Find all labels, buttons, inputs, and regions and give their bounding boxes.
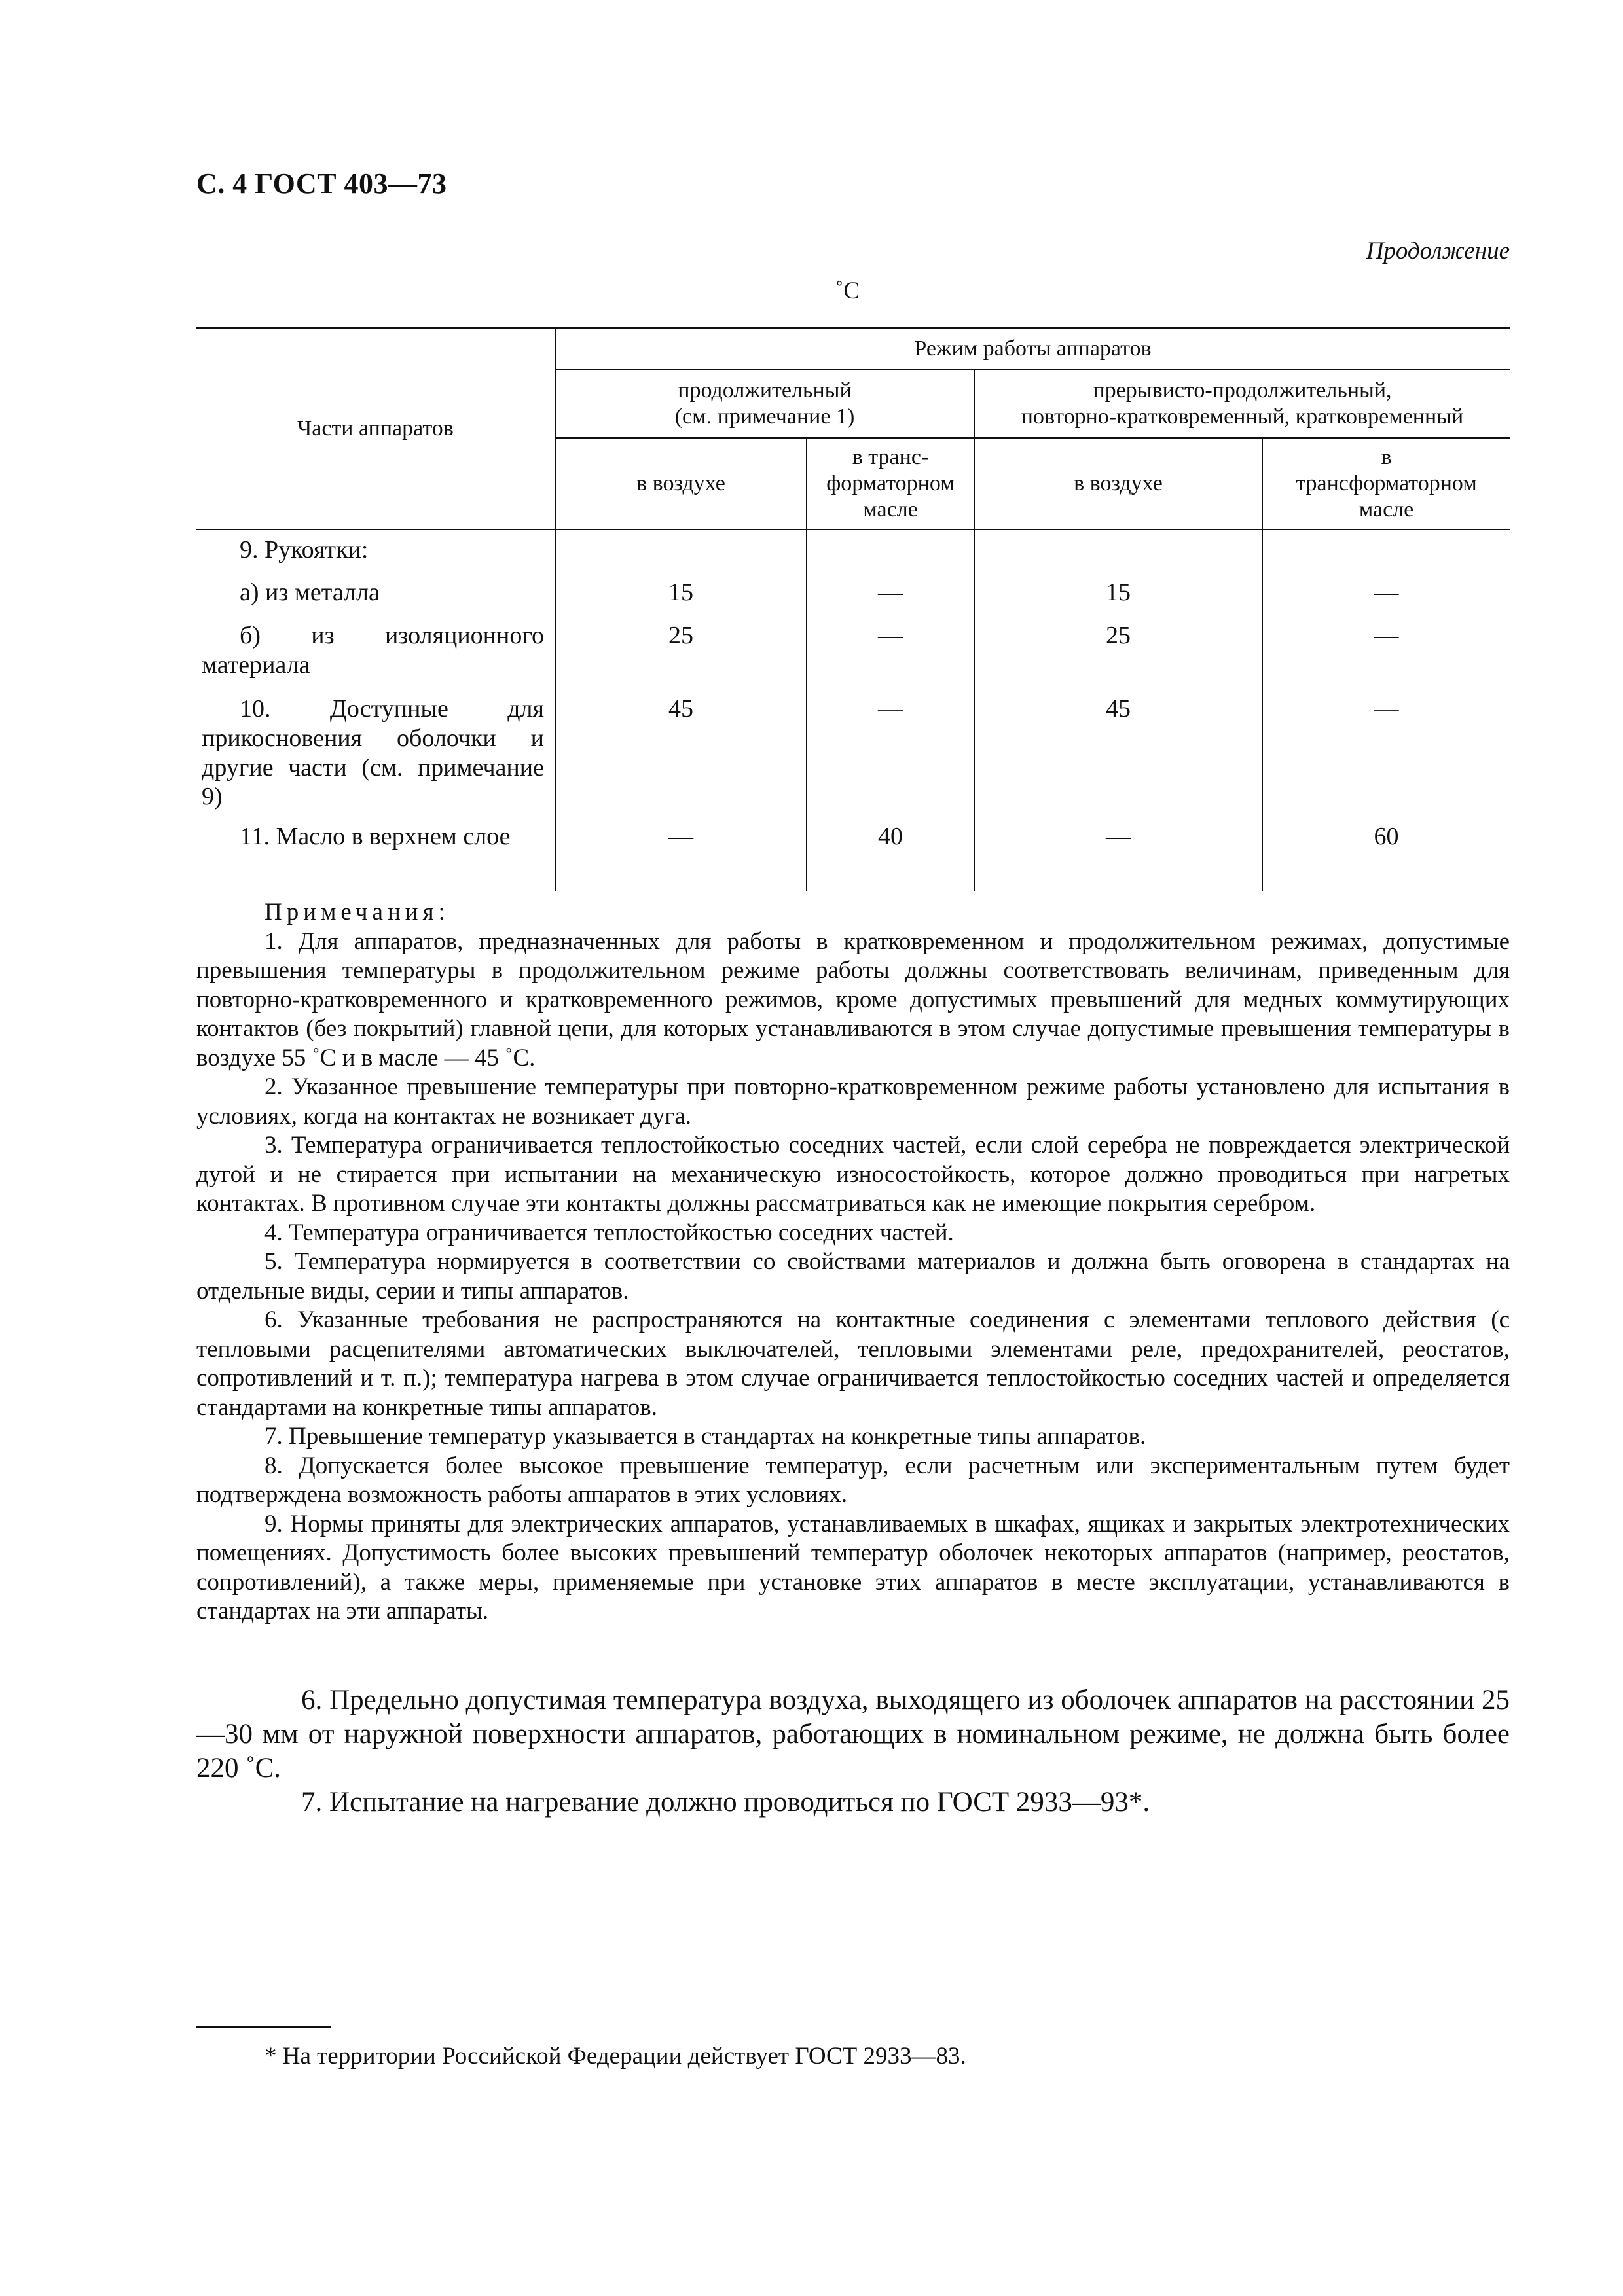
cell: —	[807, 689, 974, 817]
note-item: 6. Указанные требования не распространяются на контактные соединения с элементами теплового действия (с тепловыми расцепителями автоматических выключателей, тепловыми элементами реле, предохранителей, реостатов, сопротивлений и т. п.); температура нагрева в этом случае ограничивается теплостойкостью соседних частей и определяется стандартами на конкретные типы аппаратов.	[196, 1306, 1510, 1421]
note-item: 8. Допускается более высокое превышение температур, если расчетным или экспериментальным путем будет подтверждена возможность работы аппаратов в этих условиях.	[196, 1452, 1510, 1508]
footnote-separator	[196, 2026, 331, 2028]
note-item: 9. Нормы приняты для электрических аппаратов, устанавливаемых в шкафах, ящиках и закрытых электротехнических помещениях. Допустимость более высоких превышений температур оболочек некоторых аппаратов (например, реостатов, сопротивлений), а также меры, применяемые при установке этих аппаратов в месте эксплуатации, устанавливаются в стандартах на эти аппараты.	[196, 1510, 1510, 1624]
table-row	[196, 573, 1510, 616]
temperature-table	[196, 327, 1510, 891]
cell: 45	[974, 689, 1262, 817]
cell: 60	[1262, 817, 1510, 891]
cell: 25	[555, 616, 807, 689]
unit-label: ˚С	[835, 278, 860, 304]
cell: —	[974, 817, 1262, 891]
group-header: Режим работы аппаратов	[555, 328, 1510, 370]
cell	[807, 529, 974, 573]
footnote: * На территории Российской Федерации действует ГОСТ 2933—83.	[264, 2043, 966, 2070]
mode2-header: прерывисто-продолжительный, повторно-кратковременный, кратковременный	[974, 370, 1510, 438]
cell: —	[1262, 616, 1510, 689]
cell: —	[555, 817, 807, 891]
note-item: 7. Превышение температур указывается в стандартах на конкретные типы аппаратов.	[264, 1423, 1146, 1450]
note-item: 1. Для аппаратов, предназначенных для работы в кратковременном и продолжительном режимах, допустимые превышения температуры в продолжительном режиме работы должны соответствовать величинам, приведенным для повторно-кратковременного и кратковременного режимов, кроме допустимых превышений для медных коммутирующих контактов (без покрытий) главной цепи, для которых устанавливаются в этом случае допустимые превышения температуры в воздухе 55 ˚С и в масле — 45 ˚С.	[196, 927, 1510, 1071]
notes-title: Примечания:	[264, 899, 450, 925]
cell: —	[807, 616, 974, 689]
cell: 45	[555, 689, 807, 817]
cell: —	[1262, 573, 1510, 616]
cell: 15	[974, 573, 1262, 616]
mode1-header: продолжительный (см. примечание 1)	[555, 370, 974, 438]
row-name: 11. Масло в верхнем слое	[240, 823, 511, 851]
sub1-header: в воздухе	[555, 438, 807, 529]
sub3-header: в воздухе	[974, 438, 1262, 529]
continuation-label: Продолжение	[1366, 238, 1510, 264]
sub4-header: в трансформаторном масле	[1262, 438, 1510, 529]
note-item: 5. Температура нормируется в соответствии со свойствами материалов и должна быть оговорена в стандартах на отдельные виды, серии и типы аппаратов.	[196, 1248, 1510, 1304]
table-row	[196, 529, 1510, 573]
row-name: 10. Доступные для прикосновения оболочки и другие части (см. примечание 9)	[202, 695, 544, 811]
row-name: б) из изоляционного материала	[202, 622, 544, 679]
cell	[555, 529, 807, 573]
cell	[974, 529, 1262, 573]
note-item: 4. Температура ограничивается теплостойкостью соседних частей.	[264, 1219, 954, 1246]
table-row	[196, 817, 1510, 891]
cell: 40	[807, 817, 974, 891]
note-item: 3. Температура ограничивается теплостойкостью соседних частей, если слой серебра не повреждается электрической дугой и не стирается при испытании на механическую износостойкость, которое должно проводиться при нагретых контактах. В противном случае эти контакты должны рассматриваться как не имеющие покрытия серебром.	[196, 1132, 1510, 1217]
table-row	[196, 616, 1510, 689]
row-name: а) из металла	[240, 579, 380, 606]
cell: —	[1262, 689, 1510, 817]
page-header: С. 4 ГОСТ 403—73	[196, 168, 447, 200]
row-name: 9. Рукоятки:	[240, 536, 369, 564]
notes-section	[196, 898, 1510, 1626]
cell: 15	[555, 573, 807, 616]
note-item: 2. Указанное превышение температуры при повторно-кратковременном режиме работы установлено для испытания в условиях, когда на контактах не возникает дуга.	[196, 1073, 1510, 1130]
cell	[1262, 529, 1510, 573]
col-parts-header: Части аппаратов	[196, 328, 555, 529]
cell: —	[807, 573, 974, 616]
sub2-header: в транс- форматорном масле	[807, 438, 974, 529]
clause-7: 7. Испытание на нагревание должно проводиться по ГОСТ 2933—93*.	[301, 1787, 1150, 1818]
clause-6: 6. Предельно допустимая температура воздуха, выходящего из оболочек аппаратов на расстоянии 25—30 мм от наружной поверхности аппаратов, работающих в номинальном режиме, не должна быть более 220 ˚С.	[196, 1685, 1510, 1784]
cell: 25	[974, 616, 1262, 689]
clauses-section	[196, 1683, 1510, 1820]
table-row	[196, 689, 1510, 817]
